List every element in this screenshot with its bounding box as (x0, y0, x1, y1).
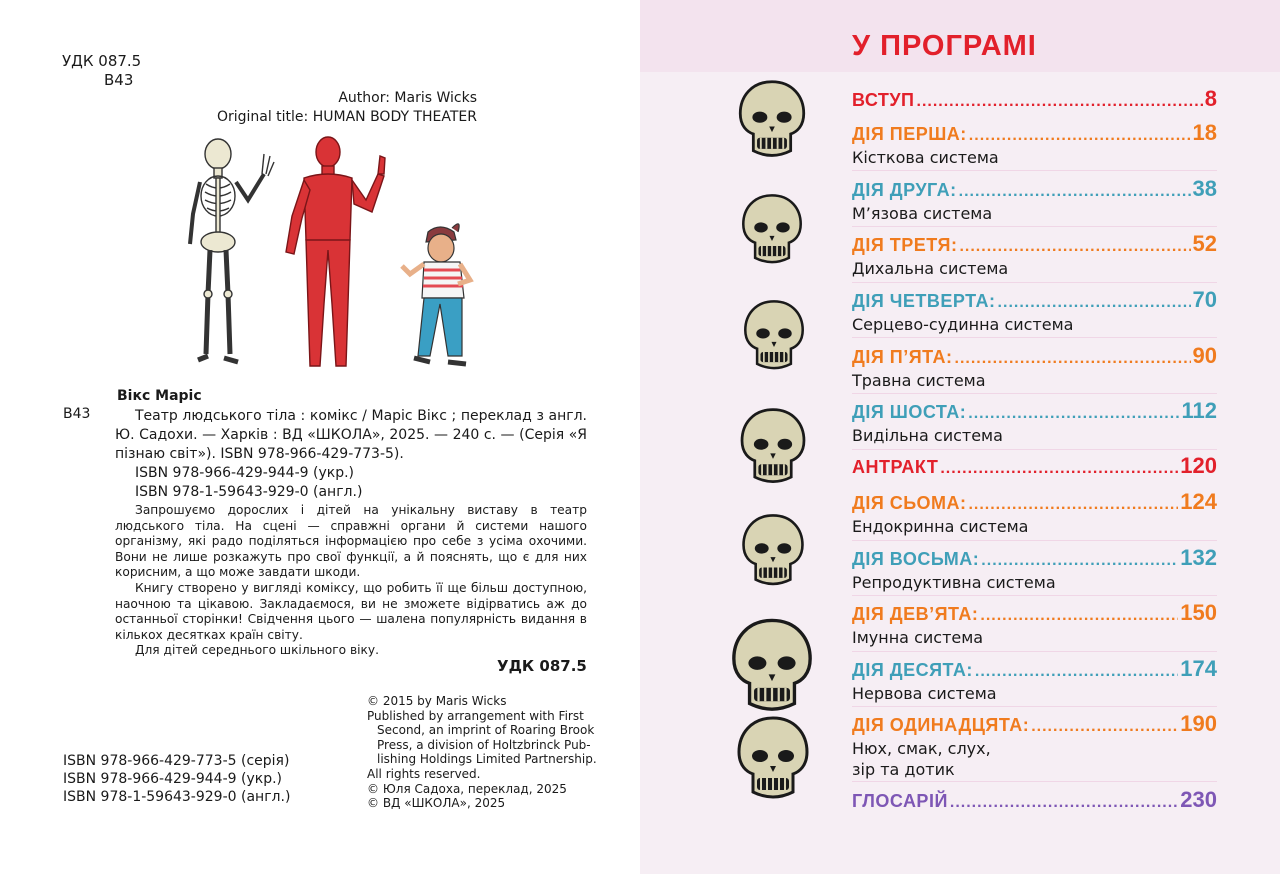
left-page (0, 0, 638, 874)
toc-entry-label: ДІЯ П’ЯТА: (852, 347, 953, 367)
toc-entry-subtitle: М’язова система (852, 204, 993, 223)
toc-leader-dots (959, 238, 1190, 256)
toc-leader-dots (959, 183, 1191, 201)
toc-entry-page: 120 (1180, 453, 1217, 478)
udk-code: УДК 087.5 (62, 52, 142, 70)
toc-leader-dots (969, 127, 1191, 145)
toc-entry-label: ДІЯ ДРУГА: (852, 180, 957, 200)
toc-line (852, 287, 1217, 313)
catalog-isbn-ukr: ISBN 978-966-429-944-9 (укр.) (135, 465, 354, 481)
toc-entry[interactable] (852, 231, 1217, 279)
annotation-paragraph: Запрошуємо дорослих і дітей на унікальну виставу в театр людського тіла. На сцені — справжні органи й системи нашого організму, які радо поділяться інформацією про себе з усіма охочими. Вони не лише розкажуть про свої функції, а й пояснять, що є для них корисним, а що може завдати шкоди. (115, 503, 587, 580)
toc-line (852, 86, 1217, 112)
book-code: В43 (104, 71, 134, 89)
toc-entry-page: 230 (1180, 787, 1217, 812)
toc-entry-page: 112 (1181, 398, 1217, 423)
toc-divider (852, 706, 1217, 707)
original-title-line: Original title: HUMAN BODY THEATER (216, 109, 477, 125)
toc-entry-page: 190 (1180, 711, 1217, 736)
isbn-ukr: ISBN 978-966-429-944-9 (укр.) (63, 771, 282, 787)
toc-entry-page: 150 (1180, 600, 1217, 625)
copyright-line: © 2015 by Maris Wicks (367, 694, 507, 708)
toc-entry[interactable] (852, 489, 1217, 537)
toc-entry-subtitle: Серцево-судинна система (852, 315, 1074, 334)
toc-leader-dots (968, 405, 1179, 423)
toc-entry-label: ДІЯ ЧЕТВЕРТА: (852, 291, 996, 311)
toc-divider (852, 781, 1217, 782)
toc-divider (852, 337, 1217, 338)
toc-line (852, 120, 1217, 146)
right-page (640, 0, 1280, 874)
toc-entry-subtitle: Видільна система (852, 426, 1003, 445)
toc-divider (852, 226, 1217, 227)
toc-leader-dots (980, 607, 1178, 625)
toc-entry-label: ДІЯ ДЕСЯТА: (852, 660, 973, 680)
toc-line (852, 398, 1217, 424)
skull-icon (730, 714, 816, 804)
toc-entry-label: ДІЯ ОДИНАДЦЯТА: (852, 715, 1030, 735)
toc-leader-dots (975, 663, 1178, 681)
toc-title: У ПРОГРАМІ (852, 30, 1037, 62)
toc-entry-page: 70 (1192, 287, 1217, 312)
toc-divider (852, 393, 1217, 394)
toc-entry-label: АНТРАКТ (852, 457, 939, 477)
toc-entry-label: ДІЯ ВОСЬМА: (852, 549, 980, 569)
toc-entry[interactable] (852, 545, 1217, 593)
skull-icon (736, 512, 810, 590)
catalog-entry (115, 407, 587, 502)
toc-leader-dots (955, 350, 1191, 368)
skull-icon (734, 406, 812, 488)
annotation-paragraph: Для дітей середнього шкільного віку. (135, 643, 379, 658)
udk-bottom: УДК 087.5 (497, 657, 587, 675)
toc-divider (852, 282, 1217, 283)
toc-leader-dots (1031, 718, 1178, 736)
annotation-paragraph: Книгу створено у вигляді коміксу, що робить її ще більш доступною, наочною та цікавою. Закладаємося, ви не зможете відірватись аж до останньої сторінки! Свідчення цього — шалена популярність видання в кількох десятках країн світу. (115, 580, 587, 642)
toc-entry-subtitle: Ендокринна система (852, 517, 1029, 536)
toc-leader-dots (968, 496, 1178, 514)
copyright-line: © Юля Садоха, переклад, 2025 (367, 781, 567, 796)
toc-divider (852, 651, 1217, 652)
toc-entry-label: ДІЯ ПЕРША: (852, 124, 967, 144)
copyright-line: All rights reserved. (367, 766, 481, 781)
toc-entry[interactable] (852, 600, 1217, 648)
skeleton-figure (190, 139, 274, 362)
toc-entry[interactable] (852, 398, 1217, 446)
toc-entry-page: 18 (1192, 120, 1217, 145)
catalog-author: Вікс Маріс (117, 388, 202, 404)
toc-entry-page: 8 (1204, 86, 1217, 111)
toc-entry-label: ВСТУП (852, 90, 915, 110)
toc-entry-page: 174 (1180, 656, 1217, 681)
toc-leader-dots (917, 93, 1203, 111)
toc-entry[interactable] (852, 711, 1217, 780)
toc-leader-dots (998, 294, 1191, 312)
toc-entry-page: 124 (1180, 489, 1217, 514)
toc-leader-dots (981, 552, 1178, 570)
toc-line (852, 787, 1217, 813)
isbn-series: ISBN 978-966-429-773-5 (серія) (63, 753, 290, 769)
toc-entry[interactable] (852, 343, 1217, 391)
toc-line (852, 711, 1217, 737)
toc-divider (852, 540, 1217, 541)
toc-entry[interactable] (852, 176, 1217, 224)
toc-entry[interactable] (852, 453, 1217, 479)
toc-line (852, 453, 1217, 479)
toc-entry-page: 52 (1192, 231, 1217, 256)
toc-entry[interactable] (852, 787, 1217, 813)
annotation (115, 503, 587, 659)
isbn-list (63, 752, 290, 806)
muscle-figure (286, 137, 385, 366)
toc-divider (852, 449, 1217, 450)
copyright-line: Published by arrangement with First (367, 708, 584, 723)
toc-line (852, 545, 1217, 571)
catalog-description: Театр людського тіла : комікс / Маріс Вікс ; переклад з англ. Ю. Садохи. — Харків : ВД «ШКОЛА», 2025. — 240 с. — (Серія «Я пізнаю світ»). ISBN 978-966-429-773-5). (115, 408, 587, 462)
toc-entry[interactable] (852, 287, 1217, 335)
skull-icon (736, 192, 808, 268)
toc-entry[interactable] (852, 120, 1217, 168)
copyright-line: lishing Holdings Limited Partnership. (377, 752, 597, 767)
catalog-code: В43 (63, 406, 91, 422)
toc-entry-subtitle: Репродуктивна система (852, 573, 1056, 592)
toc-divider (852, 170, 1217, 171)
author-line: Author: Maris Wicks (338, 90, 477, 106)
skull-icon (738, 298, 810, 374)
toc-line (852, 343, 1217, 369)
toc-entry-subtitle: Травна система (852, 371, 986, 390)
toc-line (852, 489, 1217, 515)
toc-line (852, 600, 1217, 626)
toc-entry-page: 90 (1192, 343, 1217, 368)
skull-icon (724, 616, 820, 717)
toc-entry[interactable] (852, 86, 1217, 112)
skull-icon (732, 78, 812, 162)
copyright-line: © ВД «ШКОЛА», 2025 (367, 796, 506, 811)
toc-line (852, 231, 1217, 257)
toc-line (852, 176, 1217, 202)
catalog-isbn-eng: ISBN 978-1-59643-929-0 (англ.) (135, 484, 363, 500)
udk-header (62, 52, 141, 90)
toc-entry-subtitle: Нервова система (852, 684, 997, 703)
toc-divider (852, 595, 1217, 596)
original-credits (172, 89, 477, 127)
toc-entry-label: ГЛОСАРІЙ (852, 791, 948, 811)
toc-entry-subtitle: Кісткова система (852, 148, 999, 167)
toc-entry-label: ДІЯ ТРЕТЯ: (852, 235, 958, 255)
toc-entry-subtitle: Імунна система (852, 628, 984, 647)
toc-entry-label: ДІЯ ШОСТА: (852, 402, 967, 422)
toc-entry-page: 132 (1180, 545, 1217, 570)
girl-figure (402, 224, 470, 364)
toc-entry-subtitle: Нюх, смак, слух, зір та дотик (852, 739, 991, 779)
toc-leader-dots (940, 460, 1178, 478)
toc-entry-page: 38 (1192, 176, 1217, 201)
toc-leader-dots (950, 794, 1178, 812)
toc-entry[interactable] (852, 656, 1217, 704)
toc-entry-label: ДІЯ ДЕВ’ЯТА: (852, 604, 979, 624)
toc-entry-label: ДІЯ СЬОМА: (852, 493, 967, 513)
isbn-eng: ISBN 978-1-59643-929-0 (англ.) (63, 789, 291, 805)
body-figures-illustration (178, 134, 478, 386)
copyright-line: Press, a division of Holtzbrinck Pub- (377, 737, 591, 752)
toc-entry-subtitle: Дихальна система (852, 259, 1009, 278)
copyright-line: Second, an imprint of Roaring Brook (377, 723, 595, 738)
copyright-block (367, 694, 597, 811)
toc-line (852, 656, 1217, 682)
